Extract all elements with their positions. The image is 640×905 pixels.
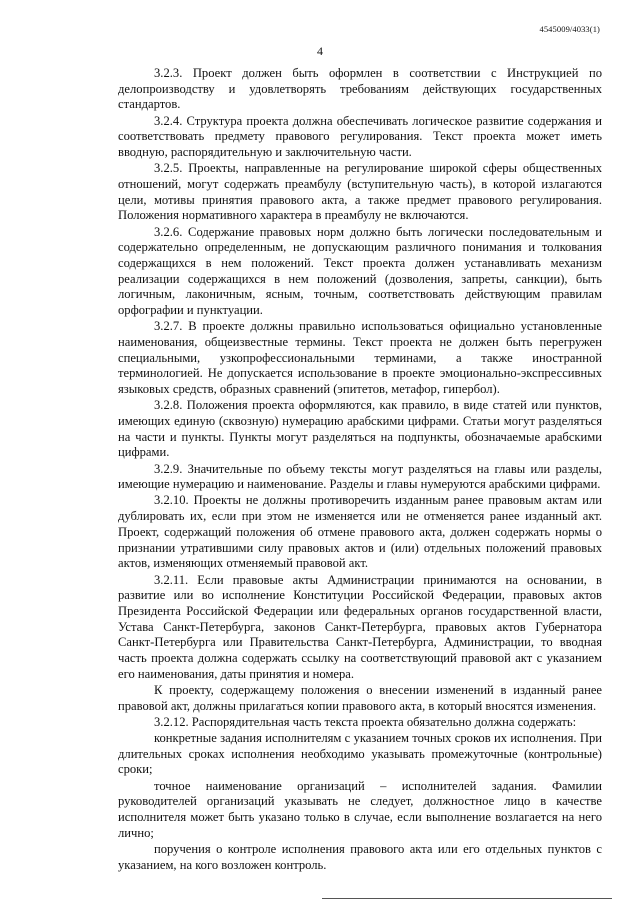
paragraph-3-2-8: 3.2.8. Положения проекта оформляются, как правило, в виде статей или пунктов, имеющих единую (сквозную) нумерацию арабскими цифрами. Статьи могут разделяться на части и пункты. Пункты могут разделяться на подпункты, обозначаемые арабскими цифрами. <box>118 398 602 460</box>
list-item-specific-tasks: конкретные задания исполнителям с указанием точных сроков их исполнения. При длительных сроках исполнения необходимо указывать промежуточные (контрольные) сроки; <box>118 731 602 777</box>
list-item-control-instructions: поручения о контроле исполнения правового акта или его отдельных пунктов с указанием, на кого возложен контроль. <box>118 841 602 872</box>
paragraph-3-2-6: 3.2.6. Содержание правовых норм должно быть логически последовательным и содержательно определенным, не допускающим различного понимания и толкования содержащихся в нем положений. Текст проекта должен устанавливать механизм реализации содержащихся в нем положений (дозволения, запреты, санкции), быть логичным, лаконичным, ясным, точным, соответствовать действующим правилам орфографии и пунктуации. <box>118 224 602 318</box>
list-item-executor-names: точное наименование организаций – исполнителей задания. Фамилии руководителей организаций указывать не следует, должностное лицо в качестве исполнителя может быть указано только в случае, если выполнение возлагается на него лично; <box>118 778 602 840</box>
paragraph-amendment-copies: К проекту, содержащему положения о внесении изменений в изданный ранее правовой акт, должны прилагаться копии правового акта, в который вносятся изменения. <box>118 682 602 713</box>
page-number: 4 <box>317 44 323 58</box>
paragraph-3-2-9: 3.2.9. Значительные по объему тексты могут разделяться на главы или разделы, имеющие нумерацию и наименование. Разделы и главы нумеруются арабскими цифрами. <box>118 461 602 492</box>
paragraph-3-2-5: 3.2.5. Проекты, направленные на регулирование широкой сферы общественных отношений, могут содержать преамбулу (вступительную часть), в которой излагаются цели, мотивы принятия правового акта, а также предмет правового регулирования. Положения нормативного характера в преамбулу не включаются. <box>118 161 602 223</box>
document-id: 4545009/4033(1) <box>539 24 600 34</box>
paragraph-3-2-11: 3.2.11. Если правовые акты Администрации принимаются на основании, в развитие или во исполнение Конституции Российской Федерации, правовых актов Президента Российской Федерации или федеральных органов государственной власти, Устава Санкт-Петербурга, законов Санкт-Петербурга, правовых актов Губернатора Санкт-Петербурга или Правительства Санкт-Петербурга, Администрации, то вводная часть проекта должна содержать ссылку на соответствующий правовой акт с указанием его наименования, даты принятия и номера. <box>118 572 602 681</box>
paragraph-3-2-7: 3.2.7. В проекте должны правильно использоваться официально установленные наименования, общеизвестные термины. Текст проекта не должен быть перегружен специальными, узкопрофессиональными терминами, а также иностранной терминологией. Не допускается использование в проекте эмоционально-экспрессивных языковых средств, образных сравнений (эпитетов, метафор, гипербол). <box>118 319 602 397</box>
document-body <box>118 66 602 874</box>
paragraph-3-2-3: 3.2.3. Проект должен быть оформлен в соответствии с Инструкцией по делопроизводству и удовлетворять требованиям действующих государственных стандартов. <box>118 66 602 112</box>
paragraph-3-2-4: 3.2.4. Структура проекта должна обеспечивать логическое развитие содержания и соответствовать предмету правового регулирования. Текст проекта может иметь вводную, распорядительную и заключительную части. <box>118 113 602 160</box>
paragraph-3-2-12: 3.2.12. Распорядительная часть текста проекта обязательно должна содержать: <box>154 714 577 729</box>
paragraph-3-2-10: 3.2.10. Проекты не должны противоречить изданным ранее правовым актам или дублировать их, если при этом не изменяется или не отменяется ранее изданный акт. Проект, содержащий положения об отмене правового акта, должен содержать нормы о признании утратившими силу правовых актов и (или) отдельных положений правовых актов, изменяющих отменяемый правовой акт. <box>118 493 602 571</box>
bottom-divider <box>322 898 612 899</box>
